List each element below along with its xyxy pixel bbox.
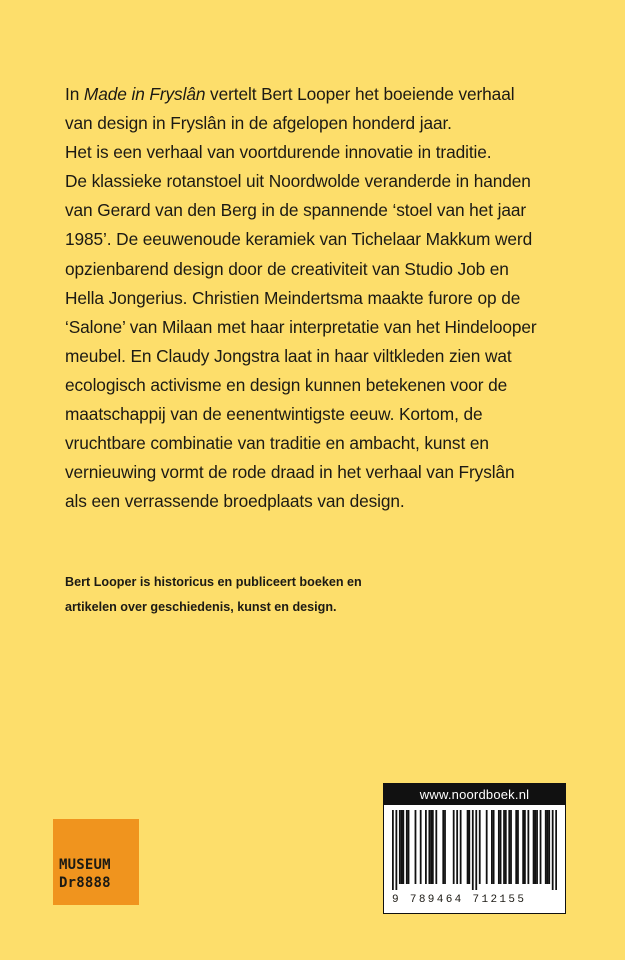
blurb-text: In (65, 84, 84, 104)
isbn-barcode-panel (383, 783, 566, 914)
author-bio-line: Bert Looper is historicus en publiceert boeken en (65, 575, 362, 589)
blurb-line: opzienbarend design door de creativiteit van Studio Job en (65, 258, 509, 279)
barcode-bar (415, 810, 417, 884)
barcode-bar (395, 810, 397, 890)
barcode-bar (540, 810, 542, 884)
barcode-bar (548, 810, 550, 884)
barcode-bar (517, 810, 519, 884)
blurb-line: van Gerard van den Berg in de spannende ‘stoel van het jaar (65, 200, 527, 221)
barcode-bar (475, 810, 477, 890)
barcode-bar (515, 810, 517, 884)
barcode-bar (534, 810, 536, 884)
blurb-line: van design in Fryslân in de afgelopen honderd jaar. (65, 113, 452, 134)
barcode-bar (442, 810, 444, 884)
barcode-bar (432, 810, 434, 884)
barcode-bar (527, 810, 529, 884)
barcode-bar (402, 810, 404, 884)
barcode-bar (430, 810, 432, 884)
barcode-bar (500, 810, 502, 884)
barcode-bar (545, 810, 547, 884)
barcode-bar (467, 810, 469, 884)
blurb-line: vruchtbare combinatie van traditie en ambacht, kunst en (65, 433, 489, 454)
barcode-bar (460, 810, 462, 884)
barcode-bar (435, 810, 437, 884)
museum-logo-line1: MUSEUM (59, 857, 111, 873)
barcode-bar (428, 810, 430, 884)
barcode-bar (522, 810, 524, 884)
blurb-line: meubel. En Claudy Jongstra laat in haar viltkleden zien wat (65, 345, 512, 366)
barcode-bar (420, 810, 422, 884)
barcode-bar (468, 810, 470, 884)
barcode-bar (453, 810, 455, 884)
barcode-bar (486, 810, 488, 884)
book-title-italic: Made in Fryslân (83, 84, 206, 104)
author-bio-line: artikelen over geschiedenis, kunst en design. (65, 600, 337, 614)
barcode-icon (392, 810, 557, 890)
blurb-line: 1985’. De eeuwenoude keramiek van Tichelaar Makkum werd (65, 229, 533, 250)
blurb-line: ecologisch activisme en design kunnen betekenen voor de (65, 374, 508, 395)
barcode-bar (508, 810, 510, 884)
blurb-line: als een verrassende broedplaats van design. (65, 491, 405, 512)
barcode-bar (408, 810, 410, 884)
barcode-bar (547, 810, 549, 884)
blurb-text: vertelt Bert Looper het boeiende verhaal (205, 84, 515, 104)
blurb-line: vernieuwing vormt de rode draad in het verhaal van Fryslân (65, 462, 515, 483)
barcode-bar (392, 810, 394, 890)
barcode-bar (425, 810, 427, 884)
author-bio (65, 570, 585, 620)
barcode-bar (472, 810, 474, 890)
publisher-url: www.noordboek.nl (384, 784, 565, 805)
museum-drachten-logo (53, 819, 139, 905)
blurb-line (65, 80, 585, 109)
barcode-bar (536, 810, 538, 884)
museum-logo-line2: Dr8888 (59, 875, 111, 891)
barcode-bar (401, 810, 403, 884)
barcode-bar (552, 810, 554, 890)
barcode-bar (505, 810, 507, 884)
barcode-bar (399, 810, 401, 884)
blurb-line: maatschappij van de eenentwintigste eeuw. Kortom, de (65, 404, 483, 425)
barcode-bar (444, 810, 446, 884)
barcode-bar (498, 810, 500, 884)
barcode-bar (555, 810, 557, 890)
blurb-line: Het is een verhaal van voortdurende innovatie in traditie. (65, 142, 492, 163)
barcode-bar (493, 810, 495, 884)
blurb-line: De klassieke rotanstoel uit Noordwolde veranderde in handen (65, 171, 531, 192)
barcode-bar (479, 810, 481, 884)
blurb-line: ‘Salone’ van Milaan met haar interpretatie van het Hindelooper (65, 316, 537, 337)
barcode-bar (510, 810, 512, 884)
barcode-bar (406, 810, 408, 884)
barcode-bar (491, 810, 493, 884)
barcode-bar (503, 810, 505, 884)
barcode-bar (524, 810, 526, 884)
barcode-bar (533, 810, 535, 884)
blurb-line: Hella Jongerius. Christien Meindertsma maakte furore op de (65, 287, 521, 308)
barcode-bar (456, 810, 458, 884)
isbn-number: 9 789464 712155 (392, 894, 527, 906)
back-cover-blurb (65, 80, 585, 516)
